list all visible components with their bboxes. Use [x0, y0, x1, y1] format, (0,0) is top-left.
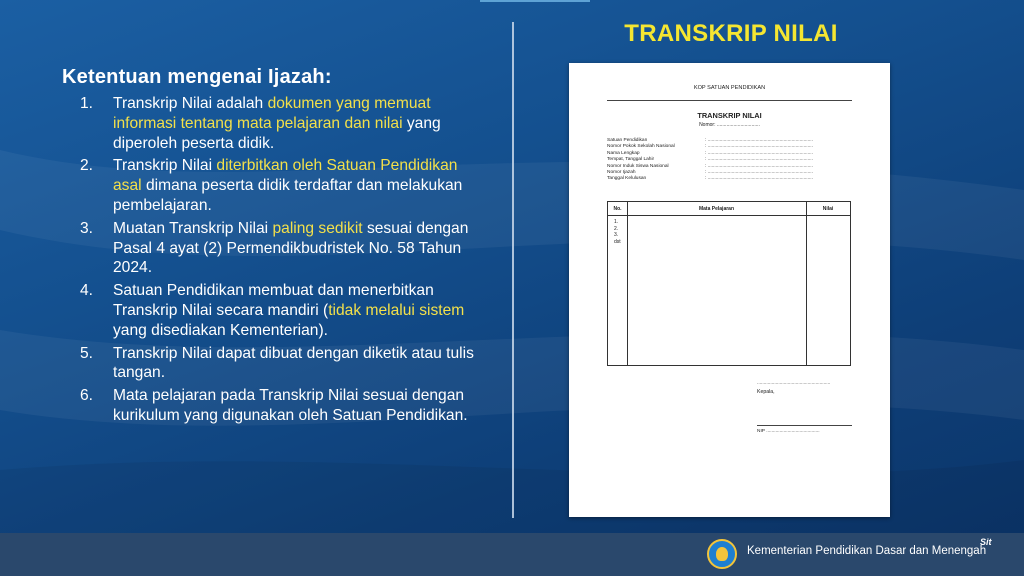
rule-number: 3.: [80, 219, 94, 237]
field-value: : ...............................................................................: [705, 163, 813, 169]
table-divider: [806, 202, 807, 365]
field-value: : ...............................................................................: [705, 169, 813, 175]
table-row-number: 3.: [614, 232, 619, 239]
document-fields: [607, 138, 851, 183]
field-value: : ...............................................................................: [705, 176, 813, 182]
letterhead-rule: [607, 100, 852, 101]
table-divider: [627, 202, 628, 365]
field-label: Nomor Ijazah: [607, 169, 636, 175]
rule-item: [62, 344, 482, 384]
field-label: Tanggal Kelulusan: [607, 176, 647, 182]
rule-text: Muatan Transkrip Nilai: [113, 219, 273, 237]
field-label: Nama Lengkap: [607, 150, 640, 156]
rule-highlight-text: tidak melalui sistem: [328, 301, 465, 319]
top-accent-line: [480, 0, 590, 2]
rules-heading: Ketentuan mengenai Ijazah:: [62, 66, 332, 88]
table-row-number: 2.: [614, 225, 619, 232]
rule-item: [62, 94, 482, 153]
rule-number: 6.: [80, 387, 94, 405]
field-value: : ...............................................................................: [705, 138, 813, 143]
corner-watermark: Sit: [980, 537, 992, 547]
rules-list: [62, 94, 482, 426]
signature-place-date: .......................................................: [757, 381, 831, 386]
rule-number: 2.: [80, 157, 94, 175]
rule-item: [62, 281, 482, 340]
transcript-document-preview: [569, 63, 890, 517]
field-label: Nomor Pokok Sekolah Nasional: [607, 144, 675, 150]
rule-text: Transkrip Nilai dapat dibuat dengan diketik atau tulis tangan.: [113, 344, 474, 382]
rule-text: Transkrip Nilai: [113, 157, 217, 175]
rule-text: sesuai dengan Pasal 4 ayat (2) Permendikbudristek No. 58 Tahun 2024.: [113, 219, 469, 277]
signature-line: [757, 425, 852, 426]
ministry-logo-icon: [707, 539, 737, 569]
slide-title: TRANSKRIP NILAI: [624, 20, 838, 47]
document-field-row: [607, 176, 851, 182]
table-row-number: 1.: [614, 219, 619, 225]
rules-panel: [62, 66, 482, 429]
rule-number: 1.: [80, 95, 94, 112]
ministry-name: Kementerian Pendidikan Dasar dan Menengah: [747, 545, 987, 557]
table-row-numbers: [614, 219, 621, 246]
rule-item: [62, 156, 482, 215]
rule-text: Mata pelajaran pada Transkrip Nilai sesuai dengan kurikulum yang digunakan oleh Satuan Pendidikan.: [113, 387, 468, 424]
table-row-number: dst: [614, 239, 621, 246]
col-header-nilai: Nilai: [822, 206, 834, 212]
signature-title: Kepala,: [757, 389, 775, 395]
rule-text: dimana peserta didik terdaftar dan melakukan pembelajaran.: [113, 177, 463, 214]
rule-text: Transkrip Nilai adalah: [113, 95, 268, 112]
rule-text: yang diperoleh peserta didik.: [113, 114, 441, 152]
rule-text: yang disediakan Kementerian).: [113, 321, 328, 339]
field-value: : ...............................................................................: [705, 150, 813, 156]
field-label: Tempat, Tanggal Lahir: [607, 157, 655, 163]
rule-highlight-text: paling sedikit: [272, 219, 363, 237]
col-header-no: No.: [613, 206, 622, 212]
document-letterhead: KOP SATUAN PENDIDIKAN: [693, 85, 766, 91]
signature-nip: NIP ........................................: [757, 429, 820, 434]
rule-highlight-text: diterbitkan oleh Satuan Pendidikan asal: [113, 157, 458, 195]
rule-item: [62, 219, 482, 278]
grades-table: [607, 201, 851, 366]
rule-number: 5.: [80, 344, 94, 362]
field-value: : ...............................................................................: [705, 157, 813, 163]
rule-number: 4.: [80, 282, 94, 300]
rule-item: [62, 386, 482, 426]
document-number: Nomor: ...............................: [699, 122, 760, 128]
rule-text: Satuan Pendidikan membuat dan menerbitkan Transkrip Nilai secara mandiri (: [113, 282, 434, 319]
field-label: Satuan Pendidikan: [607, 138, 648, 143]
col-header-mapel: Mata Pelajaran: [698, 206, 735, 212]
vertical-divider: [512, 22, 514, 518]
field-label: Nomor Induk Siswa Nasional: [607, 163, 669, 169]
field-value: : ...............................................................................: [705, 144, 813, 150]
rule-highlight-text: dokumen yang memuat informasi tentang mata pelajaran dan nilai: [113, 95, 431, 132]
document-title: TRANSKRIP NILAI: [697, 111, 762, 120]
